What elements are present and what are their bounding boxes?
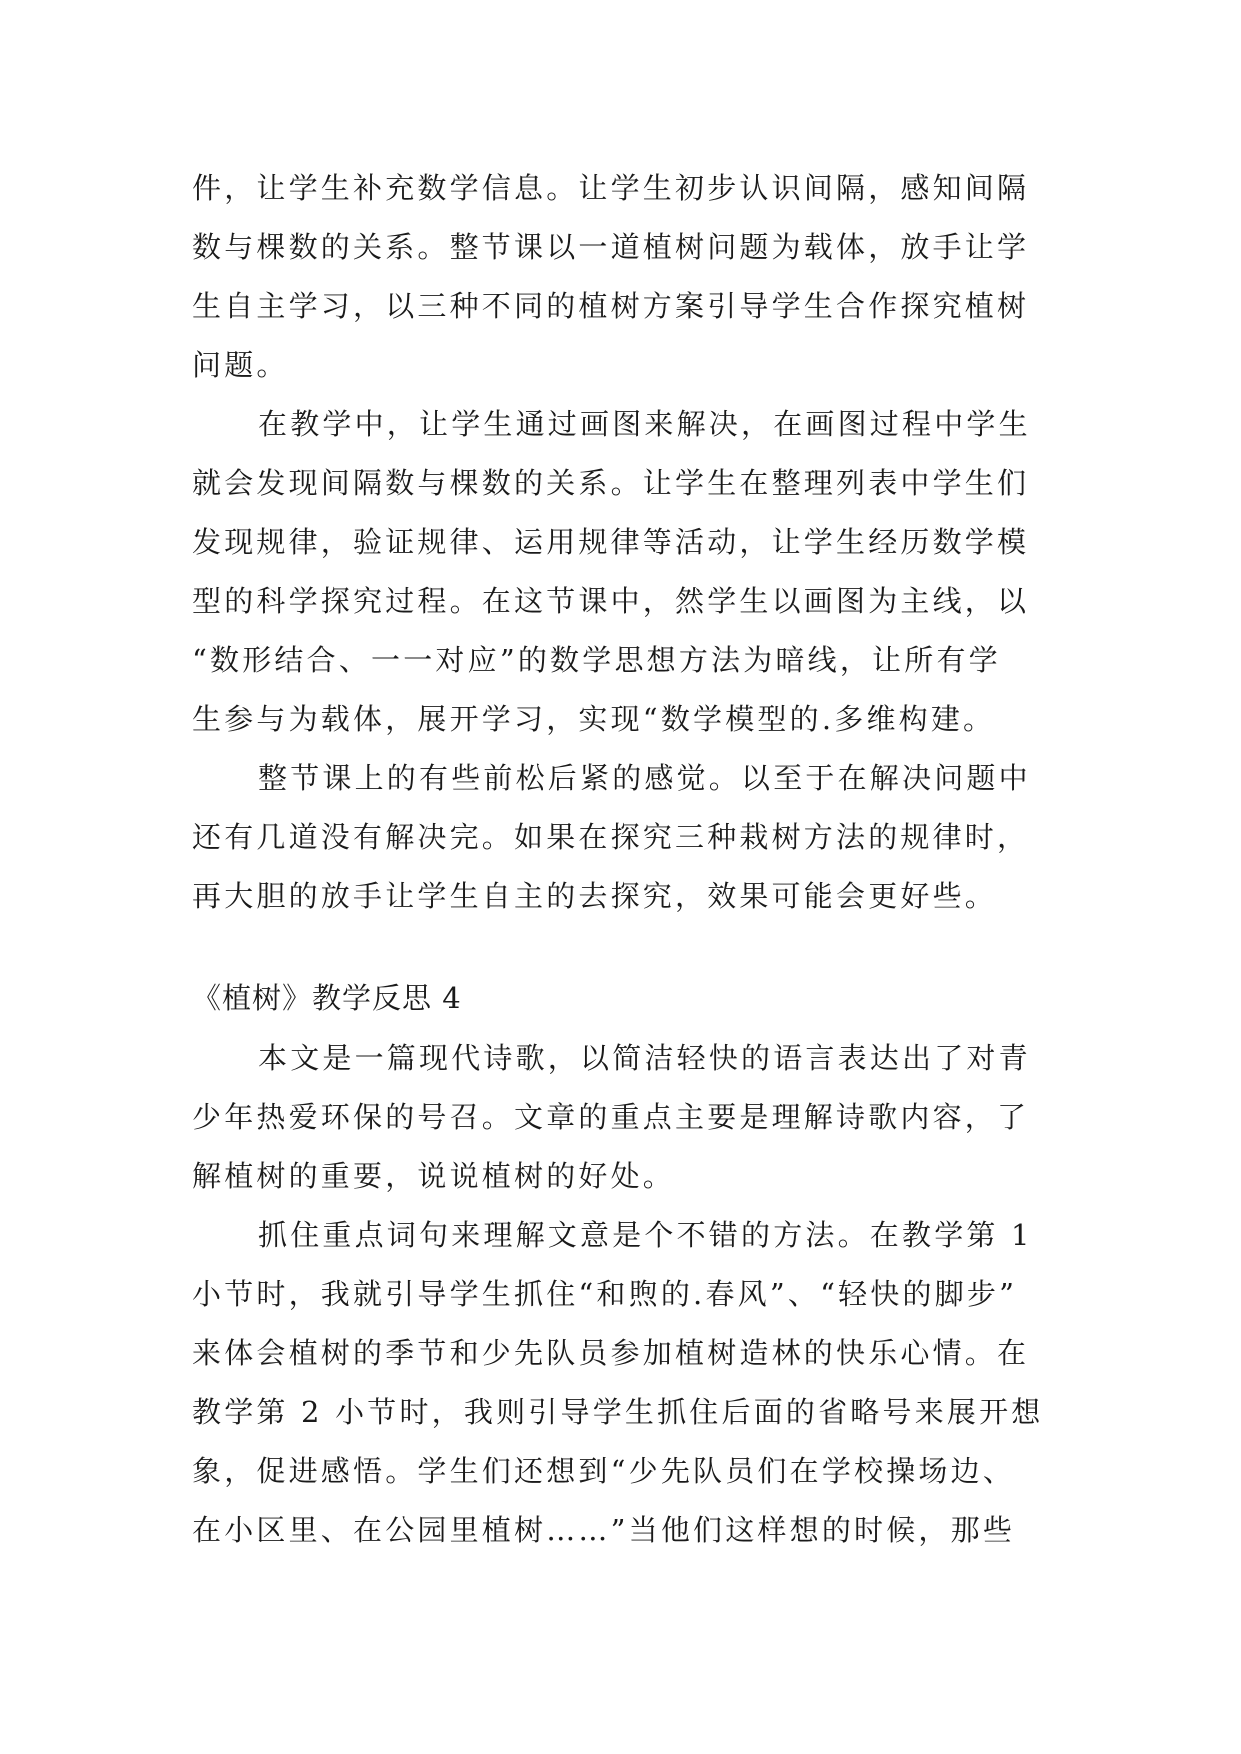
text-line: 再大胆的放手让学生自主的去探究，效果可能会更好些。 bbox=[192, 879, 998, 913]
text-line: 小节时，我就引导学生抓住“和煦的.春风”、“轻快的脚步” bbox=[192, 1277, 1018, 1311]
text-line: 数与棵数的关系。整节课以一道植树问题为载体，放手让学 bbox=[192, 230, 1030, 264]
text-line: 少年热爱环保的号召。文章的重点主要是理解诗歌内容，了 bbox=[192, 1100, 1030, 1134]
text-line: 教学第 2 小节时，我则引导学生抓住后面的省略号来展开想 bbox=[192, 1395, 1044, 1429]
text-line: 在小区里、在公园里植树……”当他们这样想的时候，那些 bbox=[192, 1513, 1016, 1547]
text-line: 生参与为载体，展开学习，实现“数学模型的.多维构建。 bbox=[192, 702, 996, 736]
text-line: “数形结合、一一对应”的数学思想方法为暗线，让所有学 bbox=[192, 643, 1001, 677]
text-line: 型的科学探究过程。在这节课中，然学生以画图为主线，以 bbox=[192, 584, 1030, 618]
section-heading: 《植树》教学反思 4 bbox=[192, 981, 462, 1015]
text-line: 还有几道没有解决完。如果在探究三种栽树方法的规律时， bbox=[192, 820, 1030, 854]
text-line: 象，促进感悟。学生们还想到“少先队员们在学校操场边、 bbox=[192, 1454, 1016, 1488]
paragraph-first-line: 整节课上的有些前松后紧的感觉。以至于在解决问题中 bbox=[258, 761, 1031, 795]
text-line: 就会发现间隔数与棵数的关系。让学生在整理列表中学生们 bbox=[192, 466, 1030, 500]
text-line: 解植树的重要，说说植树的好处。 bbox=[192, 1159, 676, 1193]
text-line: 问题。 bbox=[192, 348, 289, 382]
text-line: 件，让学生补充数学信息。让学生初步认识间隔，感知间隔 bbox=[192, 171, 1030, 205]
paragraph-first-line: 在教学中，让学生通过画图来解决，在画图过程中学生 bbox=[258, 407, 1031, 441]
paragraph-first-line: 本文是一篇现代诗歌，以简洁轻快的语言表达出了对青 bbox=[258, 1041, 1031, 1075]
text-line: 发现规律，验证规律、运用规律等活动，让学生经历数学模 bbox=[192, 525, 1030, 559]
paragraph-first-line: 抓住重点词句来理解文意是个不错的方法。在教学第 1 bbox=[258, 1218, 1033, 1252]
text-line: 来体会植树的季节和少先队员参加植树造林的快乐心情。在 bbox=[192, 1336, 1030, 1370]
text-line: 生自主学习，以三种不同的植树方案引导学生合作探究植树 bbox=[192, 289, 1030, 323]
